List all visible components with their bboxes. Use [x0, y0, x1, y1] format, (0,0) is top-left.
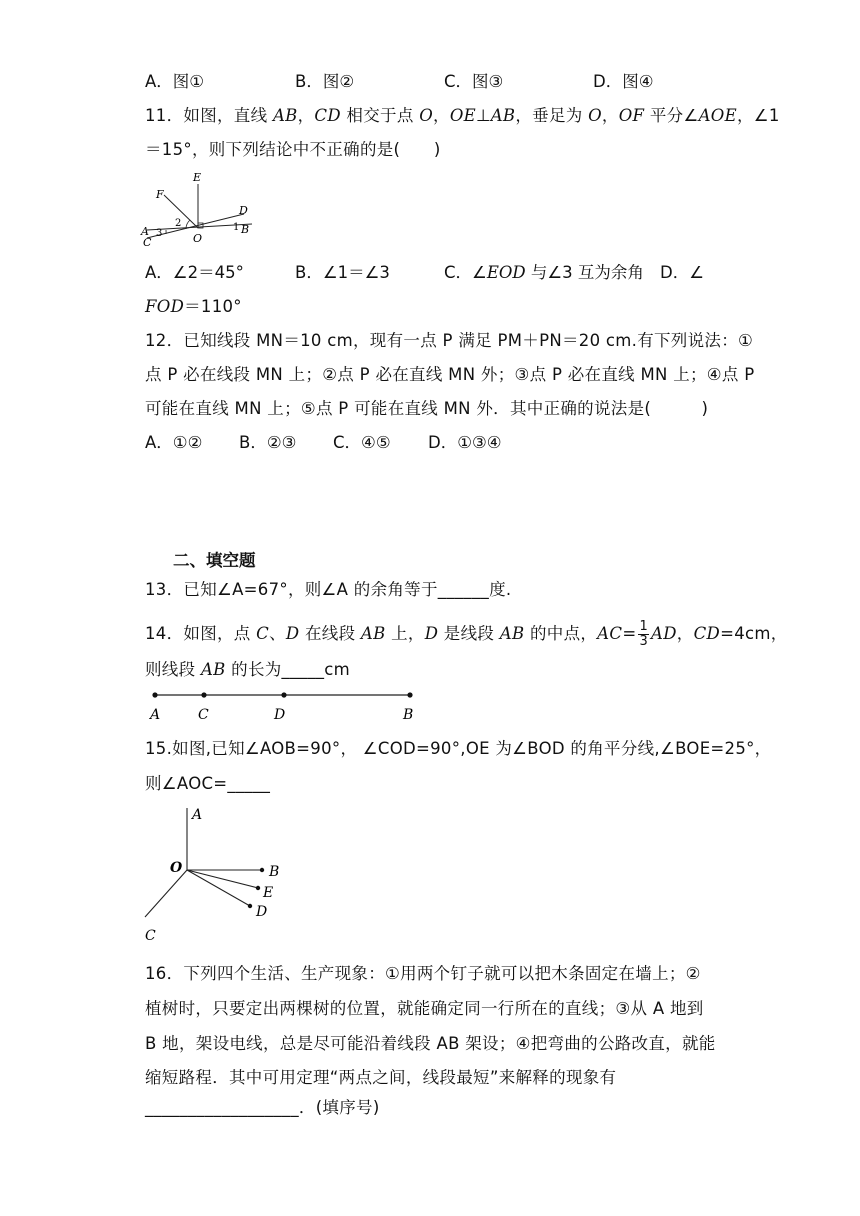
- q11-label-d: D: [239, 204, 248, 217]
- q16-line-4: 缩短路程．其中可用定理“两点之间，线段最短”来解释的现象有: [145, 1068, 617, 1087]
- q11-label-b: B: [241, 223, 250, 236]
- q10-option-d: D．图④: [593, 72, 654, 91]
- q14-segment-figure: [140, 684, 430, 724]
- q14-label-c: C: [198, 707, 209, 723]
- q14-label-b: B: [403, 707, 414, 723]
- q14-label-a: A: [150, 707, 161, 723]
- q13-text: 13．已知∠A=67°，则∠A 的余角等于______度.: [145, 580, 512, 599]
- q11-option-d: D．∠: [660, 263, 704, 282]
- q10-option-c: C．图③: [444, 72, 504, 91]
- q15-label-b: B: [269, 864, 280, 880]
- q11-option-a: A．∠2＝45°: [145, 263, 244, 282]
- q14-fraction: $\frac{1}{3}$: [639, 619, 649, 649]
- q12-line-1: 12．已知线段 MN＝10 cm，现有一点 P 满足 PM＋PN＝20 cm.有下列说法：①: [145, 331, 754, 350]
- q11-line-2: ＝15°，则下列结论中不正确的是( ): [145, 140, 441, 159]
- q12-line-3: 可能在直线 MN 上；⑤点 P 可能在直线 MN 外．其中正确的说法是( ): [145, 399, 709, 418]
- q15-line-1: 15.如图,已知∠AOB=90°， ∠COD=90°,OE 为∠BOD 的角平分线,∠BOE=25°，: [145, 739, 772, 758]
- q16-line-3: B 地，架设电线，总是尽可能沿着线段 AB 架设；④把弯曲的公路改直，就能: [145, 1034, 716, 1053]
- q12-option-c: C．④⑤: [333, 433, 391, 452]
- q15-label-o: O: [170, 860, 183, 876]
- q12-option-a: A．①②: [145, 433, 203, 452]
- q14-label-d: D: [274, 707, 286, 723]
- q12-option-b: B．②③: [239, 433, 297, 452]
- q11-label-3: 3: [156, 228, 163, 239]
- q15-label-e: E: [263, 885, 274, 901]
- q15-line-2: 则∠AOC=_____: [145, 774, 271, 793]
- q11-label-e: E: [193, 171, 202, 184]
- q15-label-a: A: [192, 807, 203, 823]
- q15-label-c: C: [145, 928, 156, 944]
- q11-option-d-continued: FOD＝110°: [145, 297, 242, 316]
- q11-line-1: 11．如图，直线 AB，CD 相交于点 O，OE⊥AB，垂足为 O，OF 平分∠AOE，∠1: [145, 106, 780, 125]
- q11-label-c: C: [143, 236, 152, 249]
- section-heading: 二、填空题: [173, 551, 256, 570]
- q11-label-f: F: [156, 188, 164, 201]
- q10-option-b: B．图②: [295, 72, 355, 91]
- q10-option-a: A．图①: [145, 72, 205, 91]
- q14-line-2: 则线段 AB 的长为_____cm: [145, 660, 351, 679]
- q12-option-d: D．①③④: [428, 433, 502, 452]
- q11-label-o: O: [193, 232, 203, 245]
- q15-angle-figure: [140, 800, 290, 945]
- q12-line-2: 点 P 必在线段 MN 上；②点 P 必在直线 MN 外；③点 P 必在直线 MN 上；④点 P: [145, 365, 755, 384]
- q16-line-1: 16．下列四个生活、生产现象：①用两个钉子就可以把木条固定在墙上；②: [145, 964, 701, 983]
- q11-option-b: B．∠1＝∠3: [295, 263, 390, 282]
- q11-label-1: 1: [233, 222, 240, 233]
- q15-label-d: D: [256, 904, 268, 920]
- q11-option-c: C．∠EOD 与∠3 互为余角: [444, 263, 644, 282]
- q16-line-2: 植树时，只要定出两棵树的位置，就能确定同一行所在的直线；③从 A 地到: [145, 999, 704, 1018]
- q11-label-2: 2: [175, 218, 182, 229]
- q16-line-5: __________________．(填序号): [145, 1098, 380, 1117]
- q11-label-a: A: [141, 225, 149, 238]
- q14-line-1: 14．如图，点 C、D 在线段 AB 上，D 是线段 AB 的中点，AC= $\frac{1}{3}$ AD，CD=4cm，: [145, 619, 788, 649]
- q11-angle-figure: [140, 168, 260, 250]
